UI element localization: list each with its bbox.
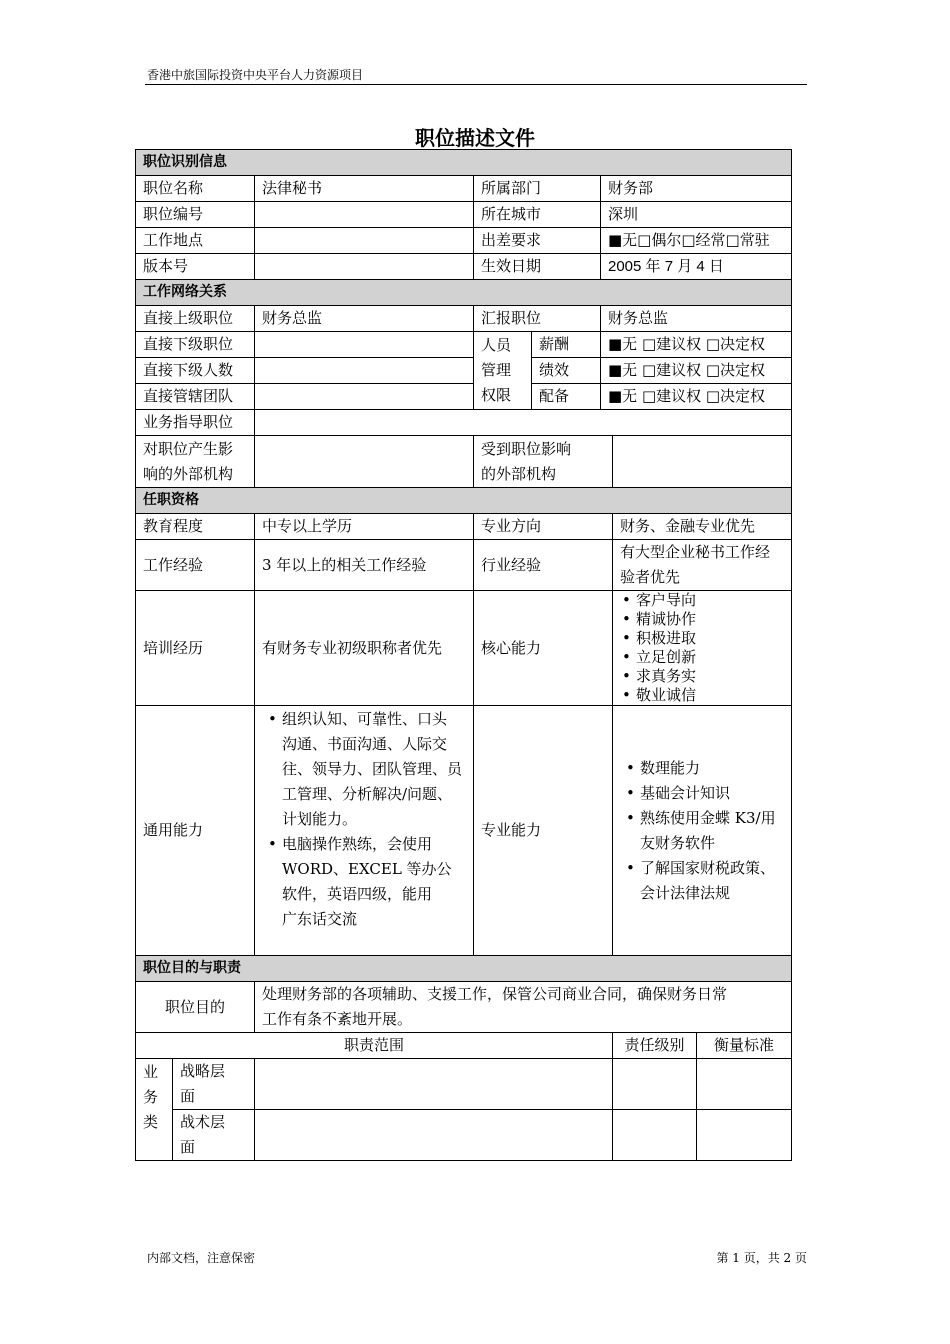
value-work-location bbox=[255, 228, 474, 254]
category-char: 类 bbox=[143, 1113, 159, 1131]
label-line: 受到职位影响 bbox=[481, 439, 572, 458]
value-job-code bbox=[255, 202, 474, 228]
general-competency-list bbox=[255, 706, 474, 956]
label-effective-date: 生效日期 bbox=[474, 254, 601, 280]
label-department: 所属部门 bbox=[474, 176, 601, 202]
item-line: 往、领导力、团队管理、员 bbox=[282, 760, 463, 778]
purpose-line: 工作有条不紊地开展。 bbox=[262, 1010, 413, 1028]
value-industry bbox=[613, 540, 792, 591]
value-travel: ■无□偶尔□经常□常驻 bbox=[601, 228, 792, 254]
value-report-to: 财务总监 bbox=[601, 306, 792, 332]
authority-value-staffing: ■无 □建议权 □决定权 bbox=[601, 384, 792, 410]
label-line: 的外部机构 bbox=[481, 464, 557, 483]
label-business-category bbox=[136, 1059, 173, 1161]
value-line: 验者优先 bbox=[620, 568, 681, 586]
label-work-location: 工作地点 bbox=[136, 228, 255, 254]
professional-item bbox=[620, 756, 784, 781]
authority-item-salary: 薪酬 bbox=[532, 332, 601, 358]
item-line: • 基础会计知识 bbox=[640, 783, 731, 802]
header-rule bbox=[145, 84, 807, 85]
core-item: • 求真务实 bbox=[620, 667, 784, 686]
professional-item bbox=[620, 856, 784, 906]
purpose-line: 处理财务部的各项辅助、支援工作，保管公司商业合同，确保财务日常 bbox=[262, 985, 728, 1003]
document-header: 香港中旅国际投资中央平台人力资源项目 bbox=[147, 68, 364, 82]
section-qualification: 任职资格 bbox=[136, 488, 792, 514]
category-char: 务 bbox=[143, 1088, 159, 1106]
label-guidance: 业务指导职位 bbox=[136, 410, 255, 436]
footer-confidential: 内部文档，注意保密 bbox=[147, 1251, 256, 1265]
value-tactical-scope bbox=[255, 1110, 613, 1161]
category-char: 业 bbox=[143, 1063, 159, 1081]
value-team bbox=[255, 384, 474, 410]
value-effective-date: 2005 年 7 月 4 日 bbox=[601, 254, 792, 280]
label-version: 版本号 bbox=[136, 254, 255, 280]
core-item: • 立足创新 bbox=[620, 648, 784, 667]
value-department: 财务部 bbox=[601, 176, 792, 202]
label-experience: 工作经验 bbox=[136, 540, 255, 591]
item-line: 软件，英语四级，能用 bbox=[282, 885, 433, 903]
item-line: 广东话交流 bbox=[282, 910, 358, 928]
authority-value-salary: ■无 □建议权 □决定权 bbox=[601, 332, 792, 358]
label-authority bbox=[474, 332, 532, 410]
authority-item-performance: 绩效 bbox=[532, 358, 601, 384]
label-strategic bbox=[173, 1059, 255, 1110]
general-item bbox=[262, 832, 466, 932]
label-report-to: 汇报职位 bbox=[474, 306, 601, 332]
core-item: • 精诚协作 bbox=[620, 610, 784, 629]
item-line: 会计法律法规 bbox=[640, 883, 731, 902]
item-line: 沟通、书面沟通、人际交 bbox=[282, 735, 448, 753]
label-professional-competency: 专业能力 bbox=[474, 706, 613, 956]
value-external-affected bbox=[613, 436, 792, 488]
label-education: 教育程度 bbox=[136, 514, 255, 540]
label-job-code: 职位编号 bbox=[136, 202, 255, 228]
authority-line: 管理 bbox=[481, 361, 512, 379]
label-purpose: 职位目的 bbox=[136, 982, 255, 1033]
core-item: • 积极进取 bbox=[620, 629, 784, 648]
label-general-competency: 通用能力 bbox=[136, 706, 255, 956]
value-job-title: 法律秘书 bbox=[255, 176, 474, 202]
value-superior: 财务总监 bbox=[255, 306, 474, 332]
authority-line: 人员 bbox=[481, 336, 512, 354]
label-team: 直接管辖团队 bbox=[136, 384, 255, 410]
label-job-title: 职位名称 bbox=[136, 176, 255, 202]
label-line: 面 bbox=[180, 1138, 196, 1156]
value-external-affects bbox=[255, 436, 474, 488]
header-scope: 职责范围 bbox=[136, 1033, 613, 1059]
value-guidance bbox=[255, 410, 792, 436]
value-purpose bbox=[255, 982, 792, 1033]
value-tactical-level bbox=[613, 1110, 697, 1161]
label-subordinates: 直接下级职位 bbox=[136, 332, 255, 358]
header-standard: 衡量标准 bbox=[697, 1033, 792, 1059]
authority-item-staffing: 配备 bbox=[532, 384, 601, 410]
core-item: • 客户导向 bbox=[620, 591, 784, 610]
item-line: • 组织认知、可靠性、口头 bbox=[282, 710, 448, 728]
label-travel: 出差要求 bbox=[474, 228, 601, 254]
label-line: 对职位产生影 bbox=[143, 439, 234, 458]
authority-value-performance: ■无 □建议权 □决定权 bbox=[601, 358, 792, 384]
item-line: 友财务软件 bbox=[640, 833, 716, 852]
label-city: 所在城市 bbox=[474, 202, 601, 228]
value-line: 有大型企业秘书工作经 bbox=[620, 543, 771, 561]
item-line: • 熟练使用金蝶 K3/用 bbox=[640, 808, 776, 827]
label-line: 战略层 bbox=[180, 1062, 226, 1080]
general-item bbox=[262, 707, 466, 832]
page-title: 职位描述文件 bbox=[415, 126, 535, 150]
authority-line: 权限 bbox=[481, 386, 512, 404]
label-major: 专业方向 bbox=[474, 514, 613, 540]
item-line: • 了解国家财税政策、 bbox=[640, 858, 776, 877]
value-subordinate-count bbox=[255, 358, 474, 384]
section-identification: 职位识别信息 bbox=[136, 150, 792, 176]
footer-page-number: 第 1 页，共 2 页 bbox=[716, 1251, 807, 1265]
item-line: • 电脑操作熟练，会使用 bbox=[282, 835, 433, 853]
value-major: 财务、金融专业优先 bbox=[613, 514, 792, 540]
value-experience: 3 年以上的相关工作经验 bbox=[255, 540, 474, 591]
label-industry: 行业经验 bbox=[474, 540, 613, 591]
value-training: 有财务专业初级职称者优先 bbox=[255, 591, 474, 706]
label-training: 培训经历 bbox=[136, 591, 255, 706]
label-external-affected bbox=[474, 436, 613, 488]
value-city: 深圳 bbox=[601, 202, 792, 228]
item-line: • 数理能力 bbox=[640, 758, 701, 777]
professional-competency-list bbox=[613, 706, 792, 956]
label-subordinate-count: 直接下级人数 bbox=[136, 358, 255, 384]
label-superior: 直接上级职位 bbox=[136, 306, 255, 332]
section-network: 工作网络关系 bbox=[136, 280, 792, 306]
item-line: 计划能力。 bbox=[282, 810, 358, 828]
item-line: 工管理、分析解决/问题、 bbox=[282, 785, 453, 803]
label-line: 战术层 bbox=[180, 1113, 226, 1131]
core-item: • 敬业诚信 bbox=[620, 686, 784, 705]
value-strategic-level bbox=[613, 1059, 697, 1110]
section-purpose: 职位目的与职责 bbox=[136, 956, 792, 982]
header-level: 责任级别 bbox=[613, 1033, 697, 1059]
value-subordinates bbox=[255, 332, 474, 358]
job-description-table bbox=[135, 149, 792, 1161]
label-external-affects bbox=[136, 436, 255, 488]
value-strategic-scope bbox=[255, 1059, 613, 1110]
value-version bbox=[255, 254, 474, 280]
value-education: 中专以上学历 bbox=[255, 514, 474, 540]
value-tactical-standard bbox=[697, 1110, 792, 1161]
label-tactical bbox=[173, 1110, 255, 1161]
item-line: WORD、EXCEL 等办公 bbox=[282, 860, 452, 878]
label-line: 面 bbox=[180, 1087, 196, 1105]
value-strategic-standard bbox=[697, 1059, 792, 1110]
professional-item bbox=[620, 806, 784, 856]
core-competency-list bbox=[613, 591, 792, 706]
professional-item bbox=[620, 781, 784, 806]
label-line: 响的外部机构 bbox=[143, 464, 234, 483]
label-core-competency: 核心能力 bbox=[474, 591, 613, 706]
